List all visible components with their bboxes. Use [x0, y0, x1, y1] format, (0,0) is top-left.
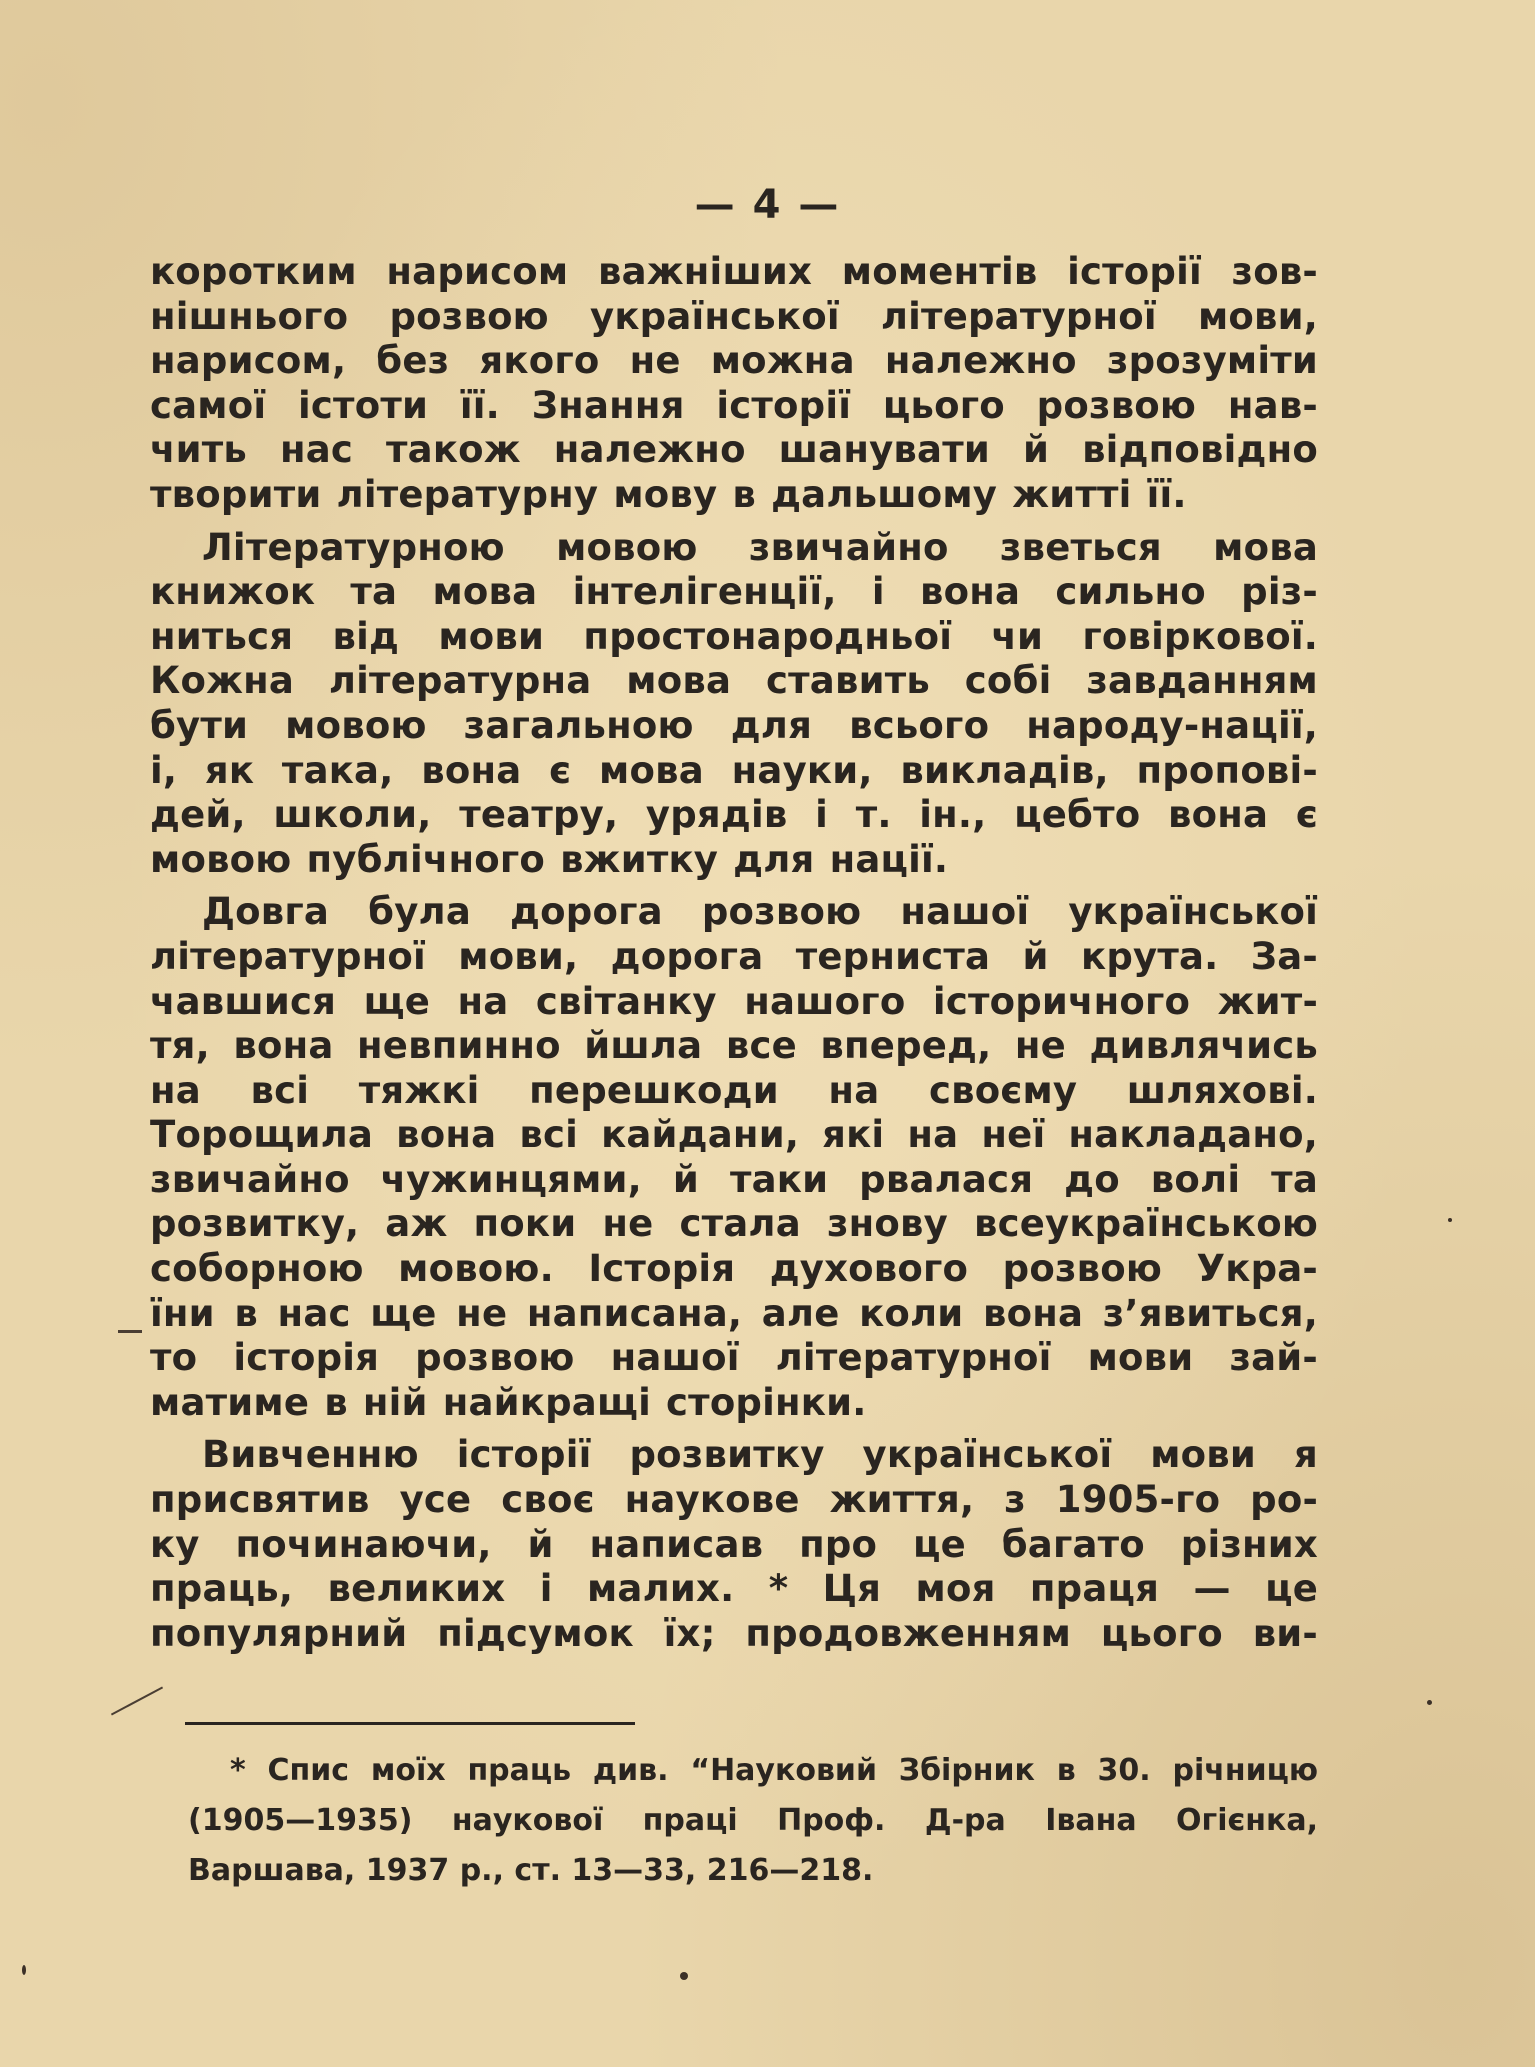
text-line: розвитку, аж поки не стала знову всеукраїнською: [150, 1202, 1318, 1246]
text-line: бути мовою загальною для всього народу-нації,: [150, 703, 1318, 747]
text-line: ку починаючи, й написав про це багато різних: [150, 1522, 1318, 1566]
margin-mark: [118, 1330, 142, 1333]
text-line: звичайно чужинцями, й таки рвалася до волі та: [150, 1157, 1318, 1201]
text-line: Торощила вона всі кайдани, які на неї накладано,: [150, 1113, 1318, 1157]
text-line: тя, вона невпинно йшла все вперед, не дивлячись: [150, 1024, 1318, 1068]
text-line: на всі тяжкі перешкоди на своєму шляхові.: [150, 1068, 1318, 1112]
footnote-line: Варшава, 1937 р., ст. 13—33, 216—218.: [188, 1853, 874, 1888]
text-line: дей, школи, театру, урядів і т. ін., цебто вона є: [150, 793, 1318, 837]
text-line: соборною мовою. Історія духового розвою Укра-: [150, 1247, 1318, 1291]
margin-mark: [111, 1687, 163, 1716]
text-line: самої істоти її. Знання історії цього розвою нав-: [150, 383, 1318, 427]
text-line: праць, великих і малих. * Ця моя праця — це: [150, 1567, 1318, 1611]
text-line: творити літературну мову в дальшому житті її.: [150, 472, 1187, 516]
text-line: літературної мови, дорога терниста й крута. За-: [150, 934, 1318, 978]
text-line: нарисом, без якого не можна належно зрозуміти: [150, 339, 1318, 383]
text-line: чавшися ще на світанку нашого історичного жит-: [150, 979, 1318, 1023]
body-text: [150, 250, 1318, 1664]
paragraph-4: [150, 1433, 1318, 1656]
footnote-line: * Спис моїх праць див. “Науковий Збірник в 30. річницю: [230, 1753, 1318, 1788]
text-line: Вивченню історії розвитку української мови я: [202, 1433, 1318, 1477]
ink-speck: [22, 1965, 26, 1975]
text-line: і, як така, вона є мова науки, викладів, пропові-: [150, 748, 1318, 792]
footnote-line: (1905—1935) наукової праці Проф. Д-ра Івана Огієнка,: [188, 1803, 1318, 1838]
text-line: присвятив усе своє наукове життя, з 1905-го ро-: [150, 1478, 1318, 1522]
text-line: мовою публічного вжитку для нації.: [150, 837, 949, 881]
text-line: нішнього розвою української літературної мови,: [150, 294, 1318, 338]
text-line: Довга була дорога розвою нашої української: [202, 890, 1318, 934]
text-line: книжок та мова інтелігенції, і вона сильно різ-: [150, 570, 1318, 614]
text-line: матиме в ній найкращі сторінки.: [150, 1380, 867, 1424]
text-line: їни в нас ще не написана, але коли вона з’явиться,: [150, 1291, 1318, 1335]
footnote-separator: [185, 1722, 635, 1725]
footnote: [188, 1746, 1318, 1896]
paragraph-2: [150, 526, 1318, 883]
text-line: Кожна літературна мова ставить собі завданням: [150, 659, 1318, 703]
text-line: ниться від мови простонародньої чи говіркової.: [150, 614, 1318, 658]
text-line: Літературною мовою звичайно зветься мова: [202, 525, 1318, 569]
text-line: коротким нарисом важніших моментів історії зов-: [150, 250, 1318, 293]
ink-speck: [1448, 1218, 1452, 1222]
text-line: то історія розвою нашої літературної мови зай-: [150, 1336, 1318, 1380]
text-line: чить нас також належно шанувати й відповідно: [150, 428, 1318, 472]
paragraph-1: [150, 250, 1318, 518]
ink-speck: [680, 1972, 688, 1980]
paragraph-3: [150, 890, 1318, 1425]
ink-speck: [1427, 1700, 1432, 1705]
text-line: популярний підсумок їх; продовженням цього ви-: [150, 1611, 1318, 1655]
page-number: — 4 —: [694, 182, 841, 228]
